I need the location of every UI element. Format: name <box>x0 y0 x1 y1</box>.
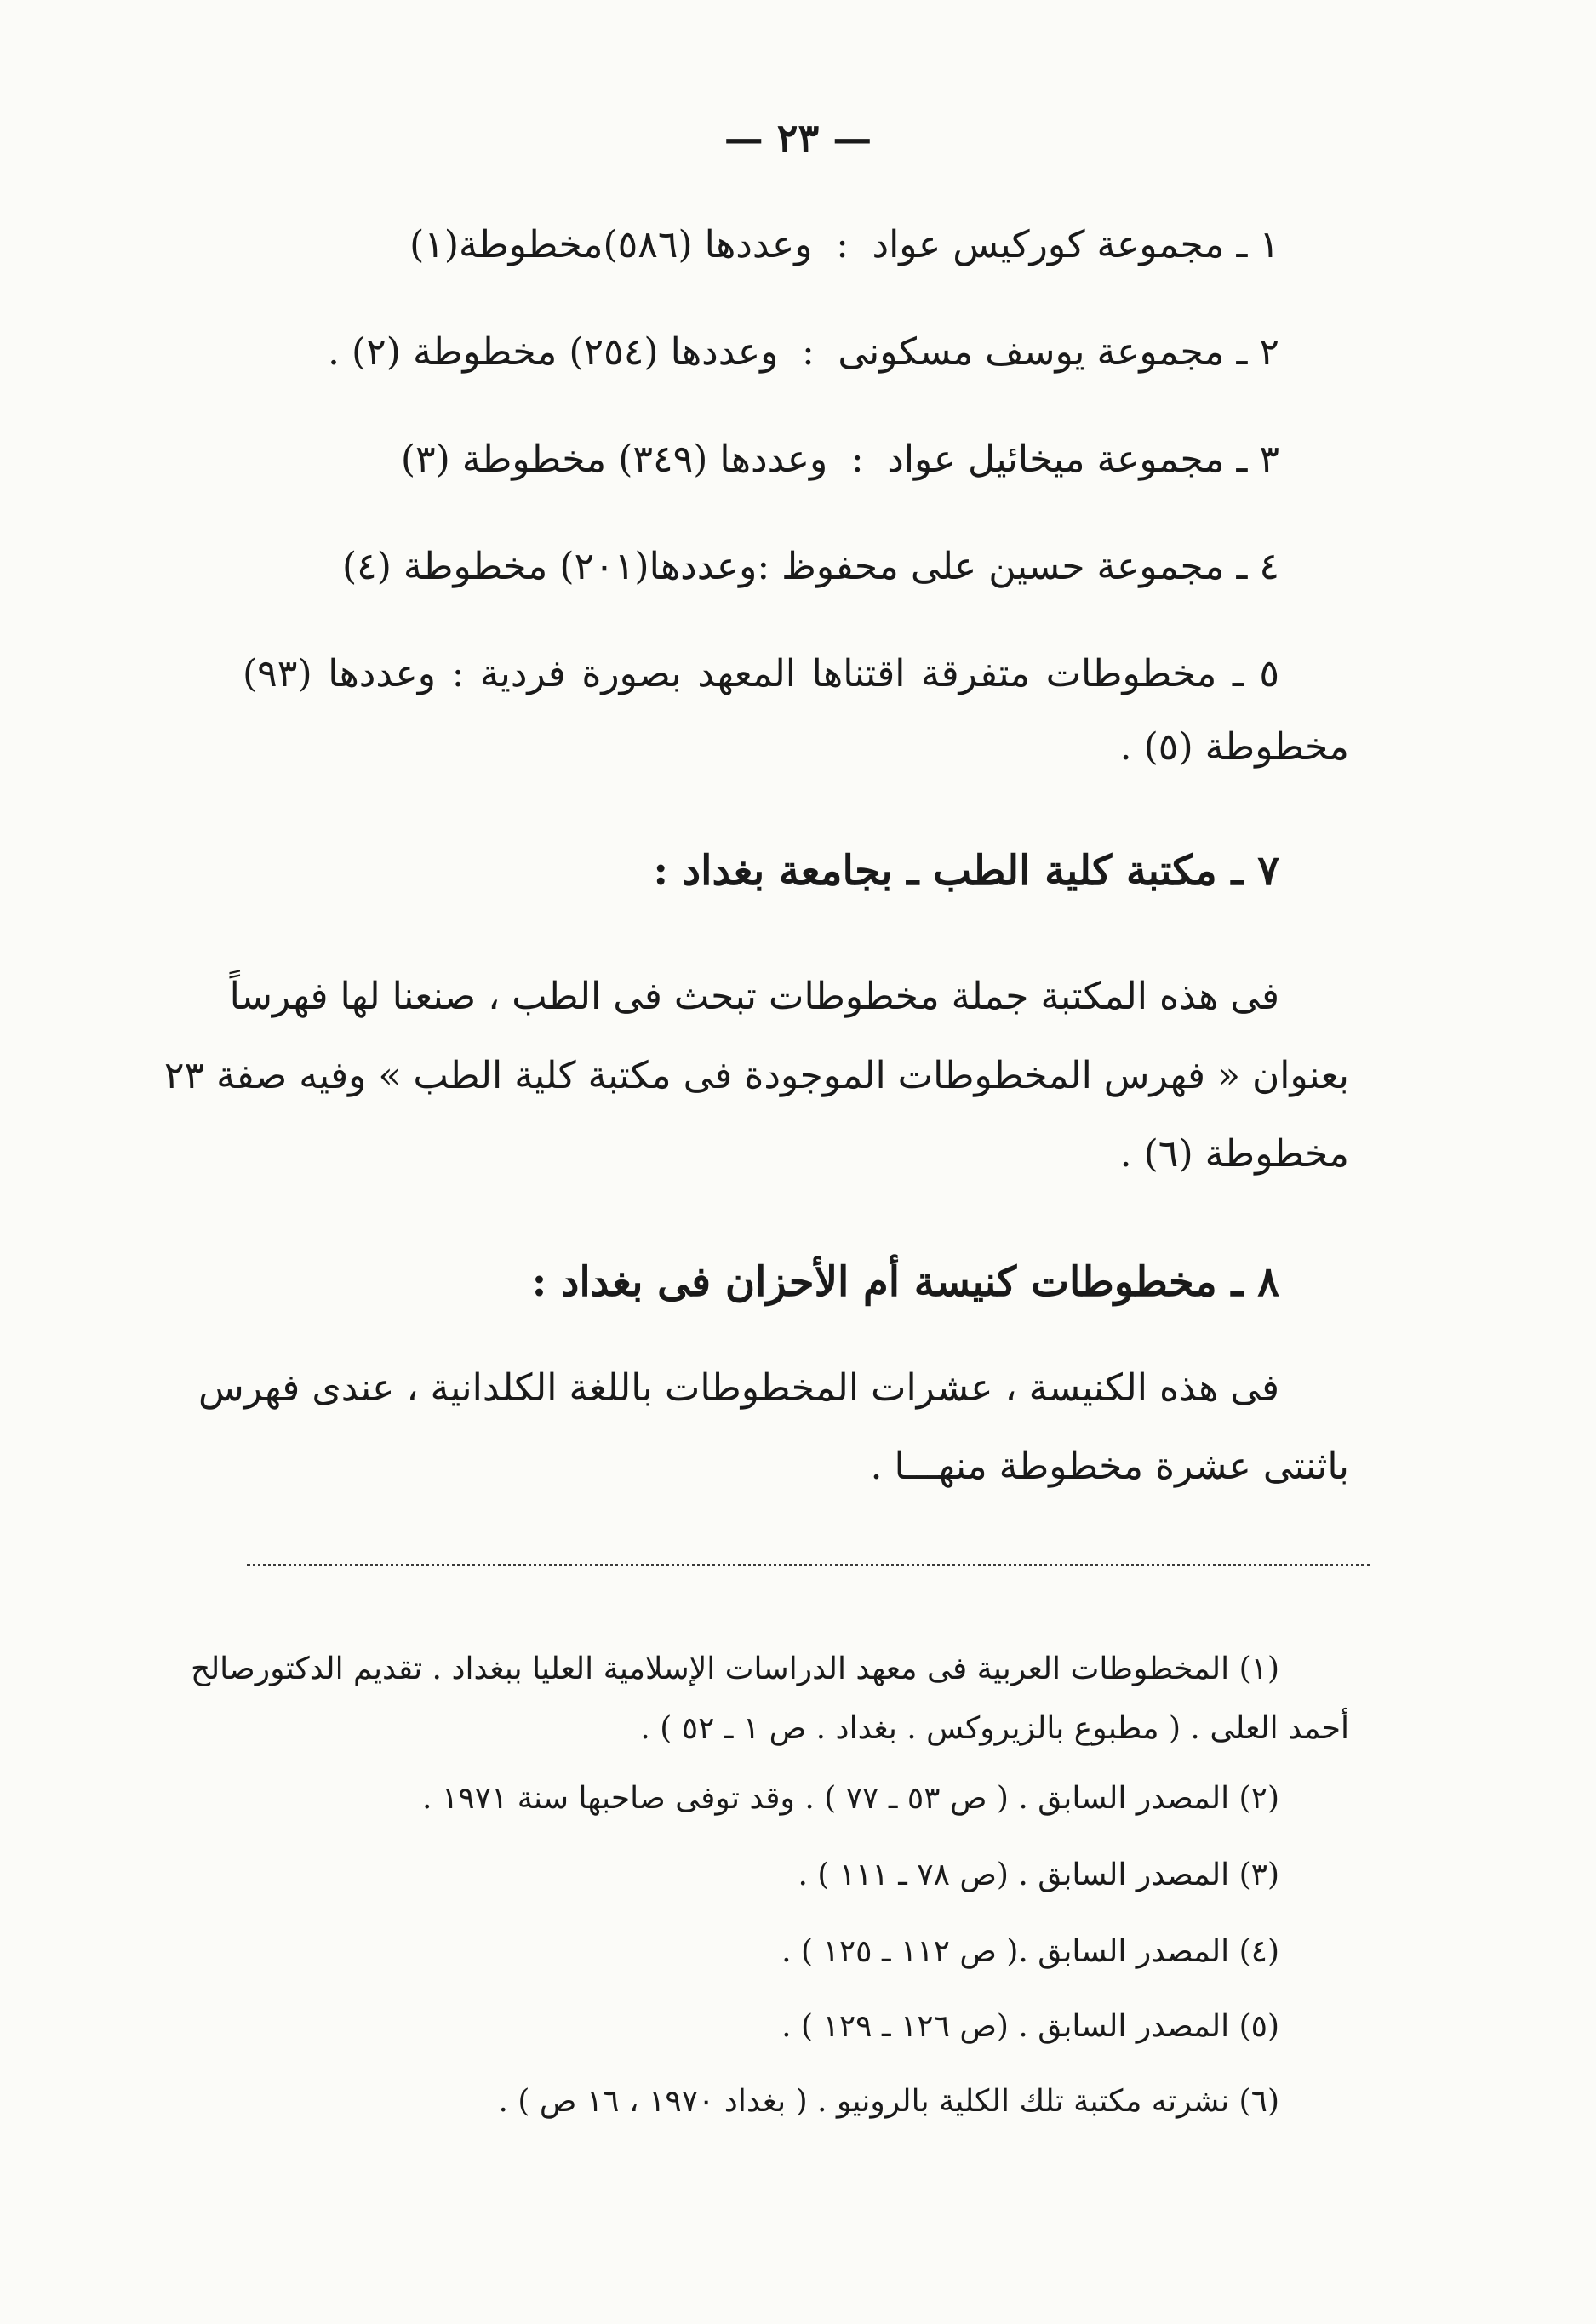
list-item-3 <box>401 438 1279 481</box>
list-item-2 <box>328 330 1279 374</box>
footnote-divider <box>247 1564 1370 1566</box>
section-7-line-2: بعنوان « فهرس المخطوطات الموجودة فى مكتبة كلية الطب » وفيه صفة ٢٣ <box>163 1054 1349 1097</box>
section-7-line-1: فى هذه المكتبة جملة مخطوطات تبحث فى الطب ، صنعنا لها فهرساً <box>229 975 1279 1018</box>
footnote-1-line-1: (١) المخطوطات العربية فى معهد الدراسات الإسلامية العليا ببغداد . تقديم الدكتورصالح <box>190 1651 1279 1686</box>
section-7-heading: ٧ ـ مكتبة كلية الطب ـ بجامعة بغداد : <box>653 847 1279 895</box>
list-item-3-colon: : <box>850 438 864 481</box>
section-7-line-3: مخطوطة (٦) . <box>1119 1132 1349 1176</box>
list-item-5-line-2: مخطوطة (٥) . <box>1119 725 1349 769</box>
footnote-6: (٦) نشرته مكتبة تلك الكلية بالرونيو . ( بغداد ١٩٧٠ ، ١٦ ص ) . <box>498 2084 1279 2119</box>
footnote-1-line-2: أحمد العلى . ( مطبوع بالزيروكس . بغداد . ص ١ ـ ٥٢ ) . <box>640 1711 1349 1746</box>
list-item-5-line-1: ٥ ـ مخطوطات متفرقة اقتناها المعهد بصورة فردية : وعددها (٩٣) <box>243 652 1279 695</box>
list-item-1 <box>409 223 1279 266</box>
footnote-2: (٢) المصدر السابق . ( ص ٥٣ ـ ٧٧ ) . وقد توفى صاحبها سنة ١٩٧١ . <box>422 1781 1279 1816</box>
footnote-3: (٣) المصدر السابق . (ص ٧٨ ـ ١١١ ) . <box>798 1857 1279 1892</box>
list-item-2-name: ٢ ـ مجموعة يوسف مسكونى <box>838 330 1279 374</box>
list-item-1-count: وعددها (٥٨٦)مخطوطة(١) <box>409 223 813 266</box>
list-item-2-colon: : <box>801 330 815 374</box>
list-item-2-count: وعددها (٢٥٤) مخطوطة (٢) . <box>328 330 779 374</box>
list-item-3-count: وعددها (٣٤٩) مخطوطة (٣) <box>400 438 828 481</box>
footnote-4: (٤) المصدر السابق .( ص ١١٢ ـ ١٢٥ ) . <box>781 1934 1279 1969</box>
list-item-1-name: ١ ـ مجموعة كوركيس عواد <box>872 223 1279 266</box>
list-item-4: ٤ ـ مجموعة حسين على محفوظ :وعددها(٢٠١) مخطوطة (٤) <box>341 545 1279 588</box>
list-item-3-name: ٣ ـ مجموعة ميخائيل عواد <box>887 438 1279 481</box>
section-8-line-1: فى هذه الكنيسة ، عشرات المخطوطات باللغة الكلدانية ، عندى فهرس <box>198 1366 1279 1410</box>
section-8-line-2: باثنتى عشرة مخطوطة منهـــا . <box>870 1445 1349 1488</box>
page-number: — ٢٣ — <box>724 115 872 161</box>
footnote-5: (٥) المصدر السابق . (ص ١٢٦ ـ ١٢٩ ) . <box>781 2009 1279 2044</box>
section-8-heading: ٨ ـ مخطوطات كنيسة أم الأحزان فى بغداد : <box>531 1258 1279 1306</box>
list-item-1-colon: : <box>836 223 849 266</box>
